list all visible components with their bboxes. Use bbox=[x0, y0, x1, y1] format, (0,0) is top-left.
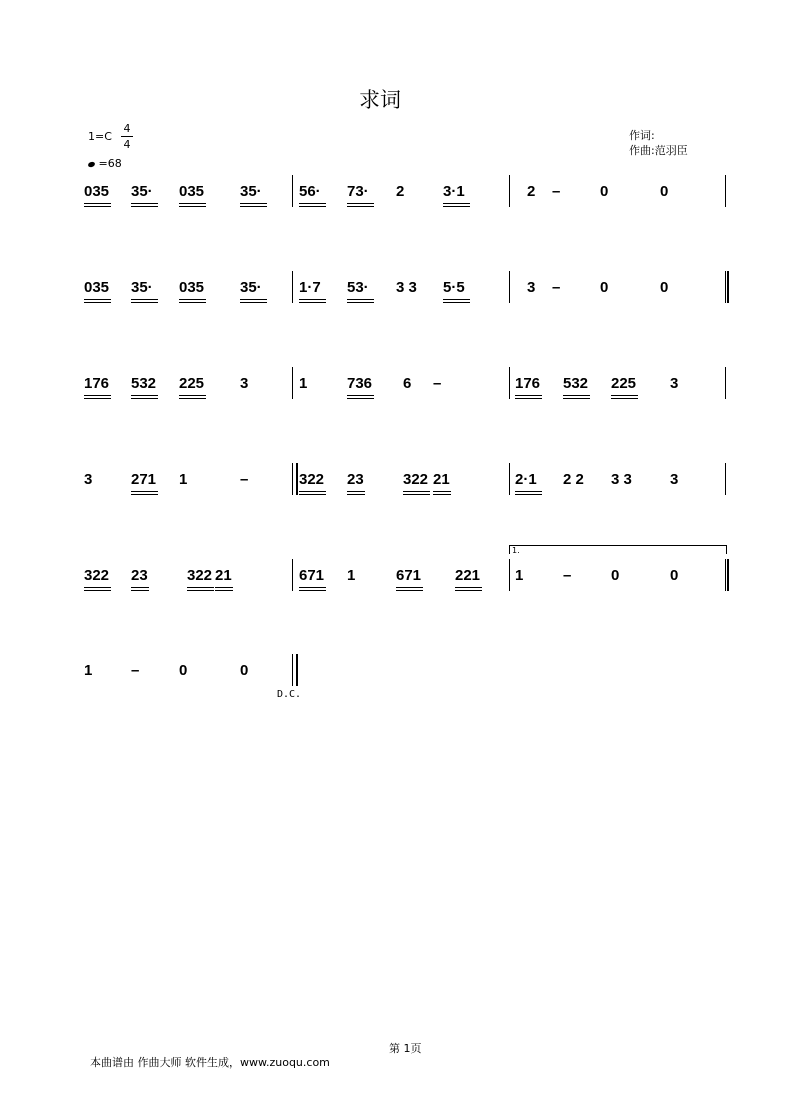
beam-line bbox=[299, 590, 326, 591]
lyricist-credit: 作词: bbox=[629, 129, 655, 142]
beam-line bbox=[215, 590, 233, 591]
beam-line bbox=[515, 395, 542, 396]
beam-line bbox=[396, 587, 423, 588]
note-group: 176 bbox=[515, 375, 541, 392]
beam-line bbox=[403, 494, 430, 495]
beam-line bbox=[84, 395, 111, 396]
time-sig-line bbox=[121, 136, 133, 137]
note-group: 532 bbox=[563, 375, 589, 392]
note-group: – bbox=[433, 375, 442, 392]
note-group: 0 bbox=[660, 279, 669, 296]
barline bbox=[509, 367, 510, 399]
beam-line bbox=[347, 398, 374, 399]
tempo-value: =68 bbox=[98, 157, 122, 170]
barline bbox=[292, 463, 293, 495]
note-group: 3 bbox=[240, 375, 249, 392]
beam-line bbox=[131, 398, 158, 399]
note-group: 2·1 bbox=[515, 471, 537, 488]
note-group: 35· bbox=[131, 279, 153, 296]
note-group: – bbox=[131, 662, 140, 679]
beam-line bbox=[131, 590, 149, 591]
beam-line bbox=[131, 587, 149, 588]
time-signature bbox=[121, 123, 133, 150]
repeat-end-barline bbox=[727, 271, 729, 303]
note-group: – bbox=[552, 183, 561, 200]
beam-line bbox=[84, 206, 111, 207]
note-group: 6 bbox=[403, 375, 412, 392]
barline bbox=[509, 463, 510, 495]
note-group: 221 bbox=[455, 567, 481, 584]
credits bbox=[629, 128, 688, 158]
note-group: 322 bbox=[299, 471, 325, 488]
barline bbox=[725, 367, 726, 399]
beam-line bbox=[515, 491, 542, 492]
beam-line bbox=[347, 494, 365, 495]
beam-line bbox=[347, 203, 374, 204]
note-group: – bbox=[240, 471, 249, 488]
beam-line bbox=[84, 398, 111, 399]
note-group: 271 bbox=[131, 471, 157, 488]
beam-line bbox=[347, 395, 374, 396]
beam-line bbox=[443, 206, 470, 207]
note-group: 0 bbox=[660, 183, 669, 200]
note-group: 1 bbox=[84, 662, 93, 679]
beam-line bbox=[240, 206, 267, 207]
note-group: 035 bbox=[84, 279, 110, 296]
beam-line bbox=[131, 491, 158, 492]
note-group: 0 bbox=[670, 567, 679, 584]
repeat-start-barline bbox=[296, 463, 298, 495]
note-group: 0 bbox=[179, 662, 188, 679]
note-group: 3 3 bbox=[396, 279, 417, 296]
da-capo-mark: D.C. bbox=[277, 689, 302, 700]
note-group: 1 bbox=[515, 567, 524, 584]
beam-line bbox=[347, 491, 365, 492]
beam-line bbox=[433, 494, 451, 495]
time-sig-bottom: 4 bbox=[123, 138, 131, 151]
beam-line bbox=[131, 494, 158, 495]
beam-line bbox=[84, 299, 111, 300]
barline bbox=[292, 654, 293, 686]
barline bbox=[725, 559, 726, 591]
beam-line bbox=[240, 299, 267, 300]
note-group: 5·5 bbox=[443, 279, 465, 296]
note-group: 176 bbox=[84, 375, 110, 392]
beam-line bbox=[179, 302, 206, 303]
beam-line bbox=[433, 491, 451, 492]
barline bbox=[725, 175, 726, 207]
beam-line bbox=[299, 206, 326, 207]
note-group: 35· bbox=[131, 183, 153, 200]
beam-line bbox=[347, 206, 374, 207]
beam-line bbox=[611, 398, 638, 399]
note-group: 2 bbox=[527, 183, 536, 200]
note-group: 2 2 bbox=[563, 471, 584, 488]
beam-line bbox=[299, 302, 326, 303]
beam-line bbox=[84, 302, 111, 303]
beam-line bbox=[179, 395, 206, 396]
time-sig-top: 4 bbox=[123, 122, 131, 135]
note-group: 53· bbox=[347, 279, 369, 296]
barline bbox=[292, 559, 293, 591]
note-group: 0 bbox=[611, 567, 620, 584]
beam-line bbox=[131, 203, 158, 204]
note-group: 21 bbox=[433, 471, 450, 488]
tempo-mark bbox=[88, 157, 122, 170]
beam-line bbox=[347, 302, 374, 303]
barline bbox=[725, 271, 726, 303]
note-group: 225 bbox=[179, 375, 205, 392]
beam-line bbox=[215, 587, 233, 588]
beam-line bbox=[347, 299, 374, 300]
note-group: 1·7 bbox=[299, 279, 321, 296]
note-group: 21 bbox=[215, 567, 232, 584]
beam-line bbox=[240, 203, 267, 204]
beam-line bbox=[403, 491, 430, 492]
beam-line bbox=[299, 491, 326, 492]
note-group: 0 bbox=[600, 279, 609, 296]
note-group: 035 bbox=[84, 183, 110, 200]
beam-line bbox=[299, 587, 326, 588]
volta-bracket bbox=[509, 545, 727, 554]
beam-line bbox=[515, 494, 542, 495]
beam-line bbox=[131, 395, 158, 396]
note-group: 1 bbox=[299, 375, 308, 392]
beam-line bbox=[187, 590, 214, 591]
beam-line bbox=[299, 494, 326, 495]
beam-line bbox=[84, 203, 111, 204]
beam-line bbox=[563, 398, 590, 399]
note-group: 3·1 bbox=[443, 183, 465, 200]
barline bbox=[292, 367, 293, 399]
note-group: 322 bbox=[187, 567, 213, 584]
note-group: 3 3 bbox=[611, 471, 632, 488]
note-group: 671 bbox=[299, 567, 325, 584]
barline bbox=[509, 559, 510, 591]
barline bbox=[292, 175, 293, 207]
beam-line bbox=[187, 587, 214, 588]
note-group: 035 bbox=[179, 183, 205, 200]
note-group: 3 bbox=[670, 471, 679, 488]
footer-credit: 本曲谱由 作曲大师 软件生成，www.zuoqu.com bbox=[90, 1056, 330, 1069]
barline bbox=[292, 271, 293, 303]
beam-line bbox=[563, 395, 590, 396]
beam-line bbox=[179, 206, 206, 207]
note-group: 671 bbox=[396, 567, 422, 584]
beam-line bbox=[455, 590, 482, 591]
note-group: 322 bbox=[84, 567, 110, 584]
note-group: 56· bbox=[299, 183, 321, 200]
final-barline bbox=[296, 654, 298, 686]
beam-line bbox=[84, 587, 111, 588]
beam-line bbox=[131, 302, 158, 303]
beam-line bbox=[455, 587, 482, 588]
beam-line bbox=[299, 299, 326, 300]
note-group: 0 bbox=[240, 662, 249, 679]
quarter-note-icon bbox=[87, 161, 95, 168]
note-group: 1 bbox=[347, 567, 356, 584]
beam-line bbox=[443, 203, 470, 204]
note-group: 322 bbox=[403, 471, 429, 488]
beam-line bbox=[131, 299, 158, 300]
composer-credit: 作曲:范羽臣 bbox=[629, 144, 688, 157]
note-group: 225 bbox=[611, 375, 637, 392]
beam-line bbox=[443, 299, 470, 300]
beam-line bbox=[299, 203, 326, 204]
page-title: 求词 bbox=[359, 88, 401, 112]
beam-line bbox=[179, 203, 206, 204]
repeat-end-barline bbox=[727, 559, 729, 591]
note-group: 3 bbox=[527, 279, 536, 296]
barline bbox=[725, 463, 726, 495]
beam-line bbox=[131, 206, 158, 207]
note-group: 3 bbox=[670, 375, 679, 392]
note-group: 1 bbox=[179, 471, 188, 488]
beam-line bbox=[443, 302, 470, 303]
note-group: 35· bbox=[240, 183, 262, 200]
beam-line bbox=[179, 299, 206, 300]
note-group: 35· bbox=[240, 279, 262, 296]
beam-line bbox=[84, 590, 111, 591]
note-group: 3 bbox=[84, 471, 93, 488]
note-group: 035 bbox=[179, 279, 205, 296]
key-signature: 1=C bbox=[88, 130, 112, 143]
note-group: – bbox=[563, 567, 572, 584]
beam-line bbox=[396, 590, 423, 591]
note-group: 0 bbox=[600, 183, 609, 200]
note-group: 23 bbox=[131, 567, 148, 584]
note-group: 73· bbox=[347, 183, 369, 200]
note-group: 736 bbox=[347, 375, 373, 392]
beam-line bbox=[179, 398, 206, 399]
beam-line bbox=[611, 395, 638, 396]
note-group: 532 bbox=[131, 375, 157, 392]
barline bbox=[509, 175, 510, 207]
beam-line bbox=[240, 302, 267, 303]
page-number: 第 1页 bbox=[389, 1042, 422, 1055]
beam-line bbox=[515, 398, 542, 399]
barline bbox=[509, 271, 510, 303]
note-group: 23 bbox=[347, 471, 364, 488]
volta-label: 1. bbox=[512, 546, 520, 555]
note-group: – bbox=[552, 279, 561, 296]
note-group: 2 bbox=[396, 183, 405, 200]
